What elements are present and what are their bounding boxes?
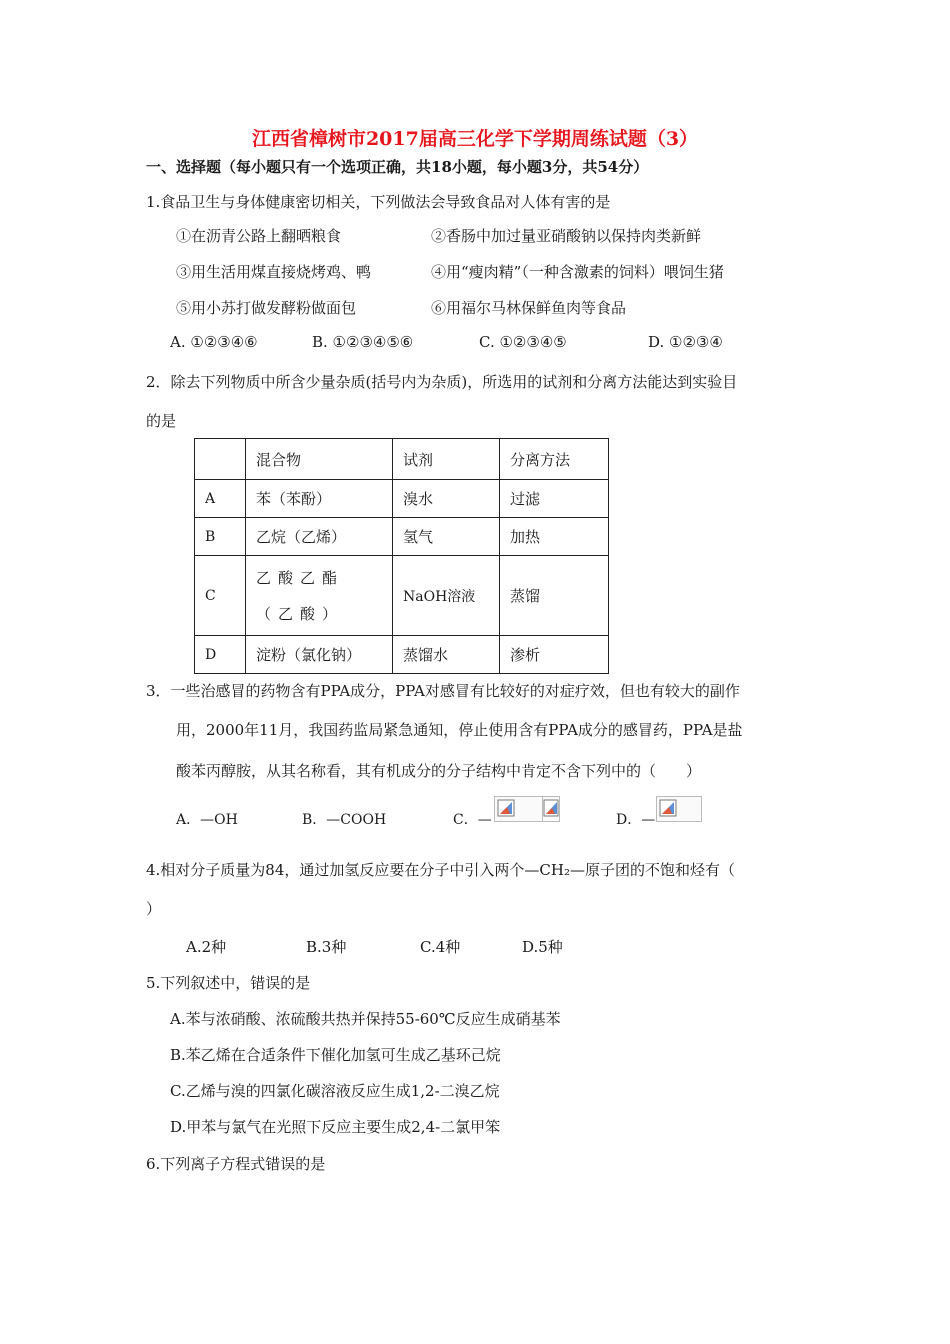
table-cell: 乙酸乙酯（乙酸） [246,556,393,636]
q1-option-c: C. ①②③④⑤ [479,333,567,351]
question-5-stem: 5.下列叙述中，错误的是 [146,974,311,992]
table-cell: C [195,556,246,636]
table-cell: 蒸馏 [500,556,609,636]
structure-image-d [656,796,702,822]
q1-item-6: ⑥用福尔马林保鲜鱼肉等食品 [431,299,627,317]
table-cell: 苯（苯酚） [246,480,393,518]
q1-item-2: ②香肠中加过量亚硝酸钠以保持肉类新鲜 [431,227,702,245]
q5-option-b: B.苯乙烯在合适条件下催化加氢可生成乙基环己烷 [170,1046,501,1064]
question-2-stem-line2: 的是 [146,412,177,430]
q5-option-a: A.苯与浓硝酸、浓硫酸共热并保持55-60℃反应生成硝基苯 [170,1010,561,1028]
page-title: 江西省樟树市2017届高三化学下学期周练试题（3） [251,128,699,150]
table-cell: 溴水 [393,480,500,518]
q3-option-a: A．—OH [176,812,238,828]
q4-option-a: A.2种 [186,938,227,956]
question-3-line1: 3．一些治感冒的药物含有PPA成分，PPA对感冒有比较好的对症疗效，但也有较大的副作 [146,682,740,700]
q5-option-c: C.乙烯与溴的四氯化碳溶液反应生成1,2-二溴乙烷 [170,1082,500,1100]
q1-item-5: ⑤用小苏打做发酵粉做面包 [176,299,357,317]
table-header-row [195,439,609,480]
table-row [195,480,609,518]
table-header-cell: 试剂 [393,439,500,480]
question-1-stem: 1.食品卫生与身体健康密切相关，下列做法会导致食品对人体有害的是 [146,193,611,211]
question-6-stem: 6.下列离子方程式错误的是 [146,1155,326,1173]
table-row [195,556,609,636]
q4-option-d: D.5种 [522,938,563,956]
q3-option-c: C．— [453,812,492,828]
table-cell: 淀粉（氯化钠） [246,636,393,674]
table-header-cell [195,439,246,480]
structure-image-c2 [542,796,560,822]
table-cell: A [195,480,246,518]
question-2-stem-line1: 2．除去下列物质中所含少量杂质(括号内为杂质)，所选用的试剂和分离方法能达到实验目 [146,373,738,391]
question-4-line2: ） [146,900,162,918]
q1-item-1: ①在沥青公路上翻晒粮食 [176,227,342,245]
table-cell: D [195,636,246,674]
q3-option-d: D．— [616,812,656,828]
q1-option-d: D. ①②③④ [648,333,723,351]
q1-item-3: ③用生活用煤直接烧烤鸡、鸭 [176,263,372,281]
q5-option-d: D.甲苯与氯气在光照下反应主要生成2,4-二氯甲笨 [170,1118,501,1136]
table-cell: 加热 [500,518,609,556]
q3-option-b: B．—COOH [302,812,387,828]
q4-option-c: C.4种 [420,938,461,956]
structure-image-c1 [494,796,544,822]
table-row [195,636,609,674]
question-4-line1: 4.相对分子质量为84，通过加氢反应要在分子中引入两个—CH₂—原子团的不饱和烃有（ [146,861,735,879]
separation-table [194,438,609,674]
table-cell: 渗析 [500,636,609,674]
section-heading: 一、选择题（每小题只有一个选项正确，共18小题，每小题3分，共54分） [146,158,649,176]
table-cell: B [195,518,246,556]
q1-option-b: B. ①②③④⑤⑥ [312,333,414,351]
table-cell: NaOH溶液 [393,556,500,636]
question-3-line3: 酸苯丙醇胺，从其名称看，其有机成分的分子结构中肯定不含下列中的（ ） [176,762,702,780]
table-cell: 过滤 [500,480,609,518]
table-cell: 蒸馏水 [393,636,500,674]
q4-option-b: B.3种 [306,938,347,956]
table-cell: 氢气 [393,518,500,556]
q1-item-4: ④用“瘦肉精”（一种含激素的饲料）喂饲生猪 [431,263,724,281]
table-cell: 乙烷（乙烯） [246,518,393,556]
q1-option-a: A. ①②③④⑥ [170,333,258,351]
table-header-cell: 分离方法 [500,439,609,480]
table-row [195,518,609,556]
table-header-cell: 混合物 [246,439,393,480]
question-3-line2: 用，2000年11月，我国药监局紧急通知，停止使用含有PPA成分的感冒药，PPA是盐 [176,721,743,739]
